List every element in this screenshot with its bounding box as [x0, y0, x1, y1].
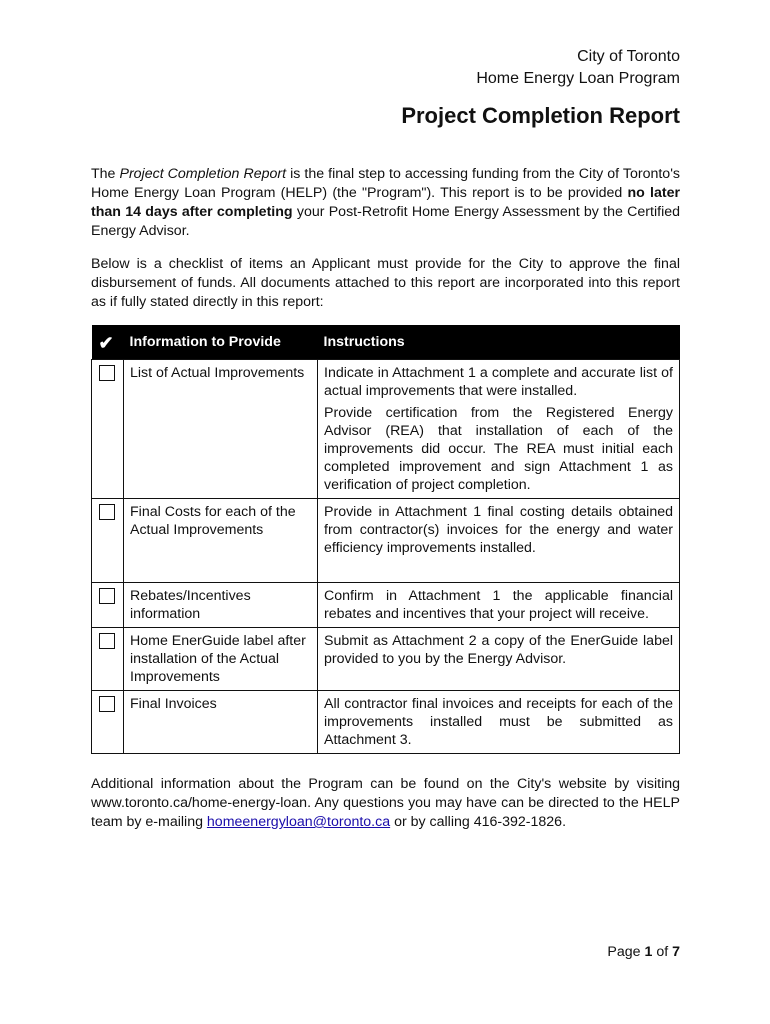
checkmark-icon: ✔ [92, 325, 124, 360]
table-row [92, 628, 680, 691]
info-cell: Rebates/Incentives information [124, 583, 318, 628]
intro-the: The [91, 166, 120, 182]
instruction-cell: Provide in Attachment 1 final costing details obtained from contractor(s) invoices for the energy and water efficiency improvements installed. [318, 499, 680, 583]
org-name: City of Toronto [577, 48, 680, 65]
instruction-cell: Submit as Attachment 2 a copy of the EnerGuide label provided to you by the Energy Advisor. [318, 628, 680, 691]
document-page [91, 0, 680, 1024]
instruction-cell: Indicate in Attachment 1 a complete and accurate list of actual improvements that were installed. Provide certification from the Registered Energy Advisor (REA) that installation of each of the improvements did occur. The REA must initial each completed improvement and sign Attachment 1 as verification of project completion. [318, 360, 680, 499]
table-row [92, 583, 680, 628]
checkbox-energuide-label[interactable] [99, 633, 115, 649]
intro-part2: your Post-Retrofit Home Energy Assessment by the Certified Energy Advisor. [91, 204, 680, 239]
table-row [92, 360, 680, 499]
email-link[interactable]: homeenergyloan@toronto.ca [206, 814, 391, 830]
info-cell: List of Actual Improvements [124, 360, 318, 499]
checklist-intro: Below is a checklist of items an Applicant must provide for the City to approve the final disbursement of funds. All documents attached to this report are incorporated into this report as if fully stated directly in this report: [91, 256, 680, 310]
intro-part1: is the final step to accessing funding from the City of Toronto's Home Energy Loan Program (HELP) (the "Program"). This report is to be provided [91, 166, 680, 201]
instruction-cell: All contractor final invoices and receipts for each of the improvements installed must be submitted as Attachment 3. [318, 691, 680, 754]
checkbox-actual-improvements[interactable] [99, 365, 115, 381]
additional-info: Additional information about the Program can be found on the City's website by visiting www.toronto.ca/home-energy-loan. Any questions you may have can be directed to the HELP team by e-mailing homeenergyloan@toronto.ca or by calling 416-392-1826. [91, 776, 680, 830]
checkbox-rebates[interactable] [99, 588, 115, 604]
table-row [92, 499, 680, 583]
info-cell: Home EnerGuide label after installation of the Actual Improvements [124, 628, 318, 691]
info-cell: Final Invoices [124, 691, 318, 754]
column-header-info: Information to Provide [124, 325, 318, 360]
intro-deadline: no later than 14 days after completing [91, 185, 680, 220]
page-number: Page 1 of 7 [607, 944, 680, 960]
column-header-instructions: Instructions [318, 325, 680, 360]
checkbox-final-invoices[interactable] [99, 696, 115, 712]
checkbox-final-costs[interactable] [99, 504, 115, 520]
info-cell: Final Costs for each of the Actual Improvements [124, 499, 318, 583]
table-header-row [92, 325, 680, 360]
table-row [92, 691, 680, 754]
page-title: Project Completion Report [401, 103, 680, 128]
instruction-cell: Confirm in Attachment 1 the applicable financial rebates and incentives that your project will receive. [318, 583, 680, 628]
checklist-table [91, 325, 680, 754]
program-name: Home Energy Loan Program [476, 70, 680, 87]
intro-report-name: Project Completion Report [119, 166, 287, 182]
intro-paragraph [91, 165, 680, 241]
